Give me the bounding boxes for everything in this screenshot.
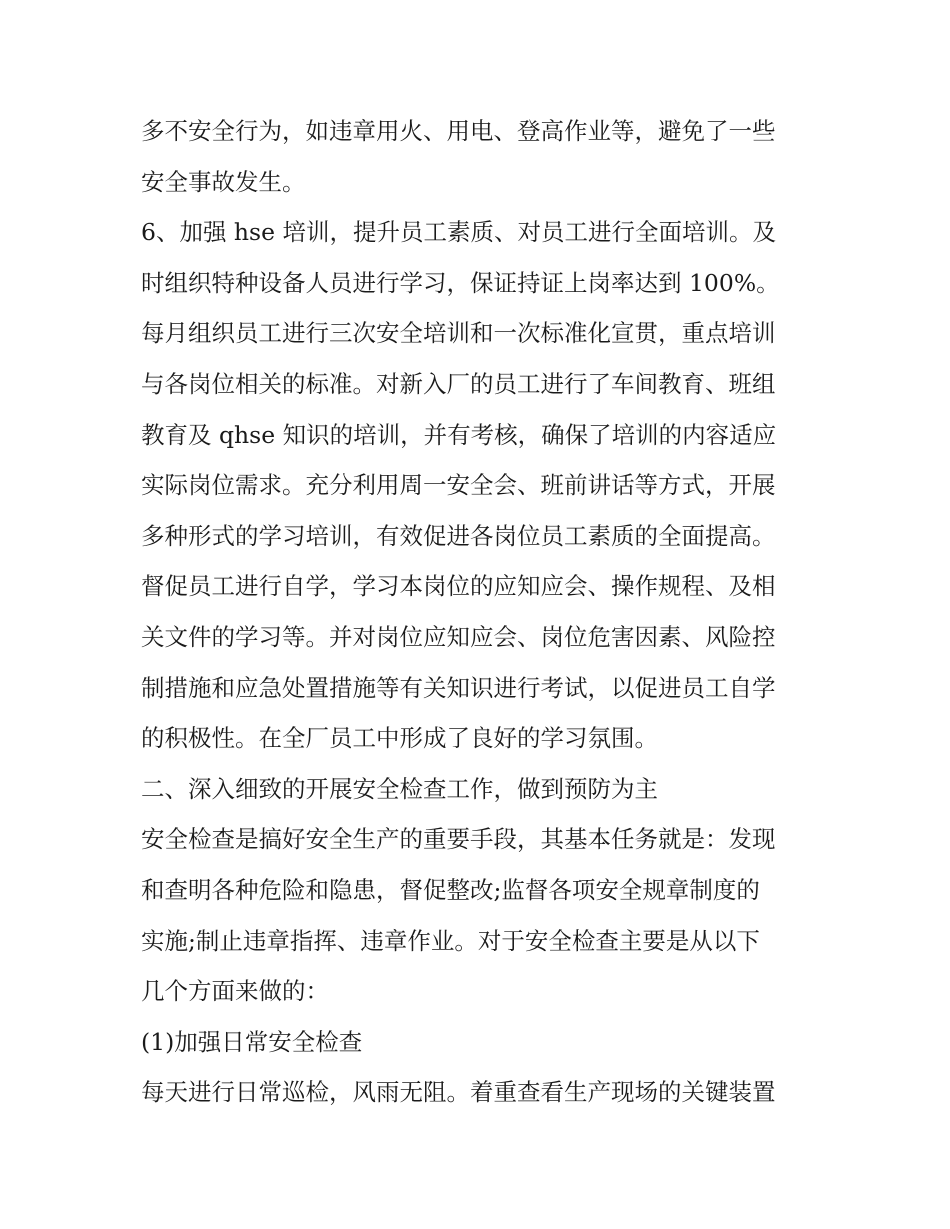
text-line: 每天进行日常巡检，风雨无阻。着重查看生产现场的关键装置	[141, 1078, 776, 1107]
text-line: 的积极性。在全厂员工中形成了良好的学习氛围。	[141, 724, 658, 753]
text-line: 时组织特种设备人员进行学习，保证持证上岗率达到 100%。	[141, 268, 780, 297]
text-line: 关文件的学习等。并对岗位应知应会、岗位危害因素、风险控	[141, 622, 776, 651]
text-line: 每月组织员工进行三次安全培训和一次标准化宣贯，重点培训	[141, 319, 776, 348]
subsection-heading: (1)加强日常安全检查	[141, 1027, 363, 1056]
section-heading: 二、深入细致的开展安全检查工作，做到预防为主	[141, 774, 658, 803]
text-line: 安全事故发生。	[141, 167, 306, 196]
text-line: 多不安全行为，如违章用火、用电、登高作业等，避免了一些	[141, 117, 776, 145]
text-line: 实际岗位需求。充分利用周一安全会、班前讲话等方式，开展	[141, 471, 776, 500]
text-line: 和查明各种危险和隐患，督促整改;监督各项安全规章制度的	[141, 875, 760, 904]
text-line: 几个方面来做的：	[141, 977, 329, 1006]
document-body	[141, 106, 821, 1118]
text-line: 教育及 qhse 知识的培训，并有考核，确保了培训的内容适应	[141, 420, 777, 449]
text-line: 6、加强 hse 培训，提升员工素质、对员工进行全面培训。及	[141, 218, 776, 247]
text-line: 实施;制止违章指挥、违章作业。对于安全检查主要是从以下	[141, 926, 760, 955]
text-line: 制措施和应急处置措施等有关知识进行考试，以促进员工自学	[141, 673, 776, 702]
text-line: 督促员工进行自学，学习本岗位的应知应会、操作规程、及相	[141, 572, 776, 601]
text-line: 与各岗位相关的标准。对新入厂的员工进行了车间教育、班组	[141, 369, 776, 398]
text-line: 多种形式的学习培训，有效促进各岗位员工素质的全面提高。	[141, 521, 776, 550]
text-line: 安全检查是搞好安全生产的重要手段，其基本任务就是：发现	[141, 825, 776, 854]
